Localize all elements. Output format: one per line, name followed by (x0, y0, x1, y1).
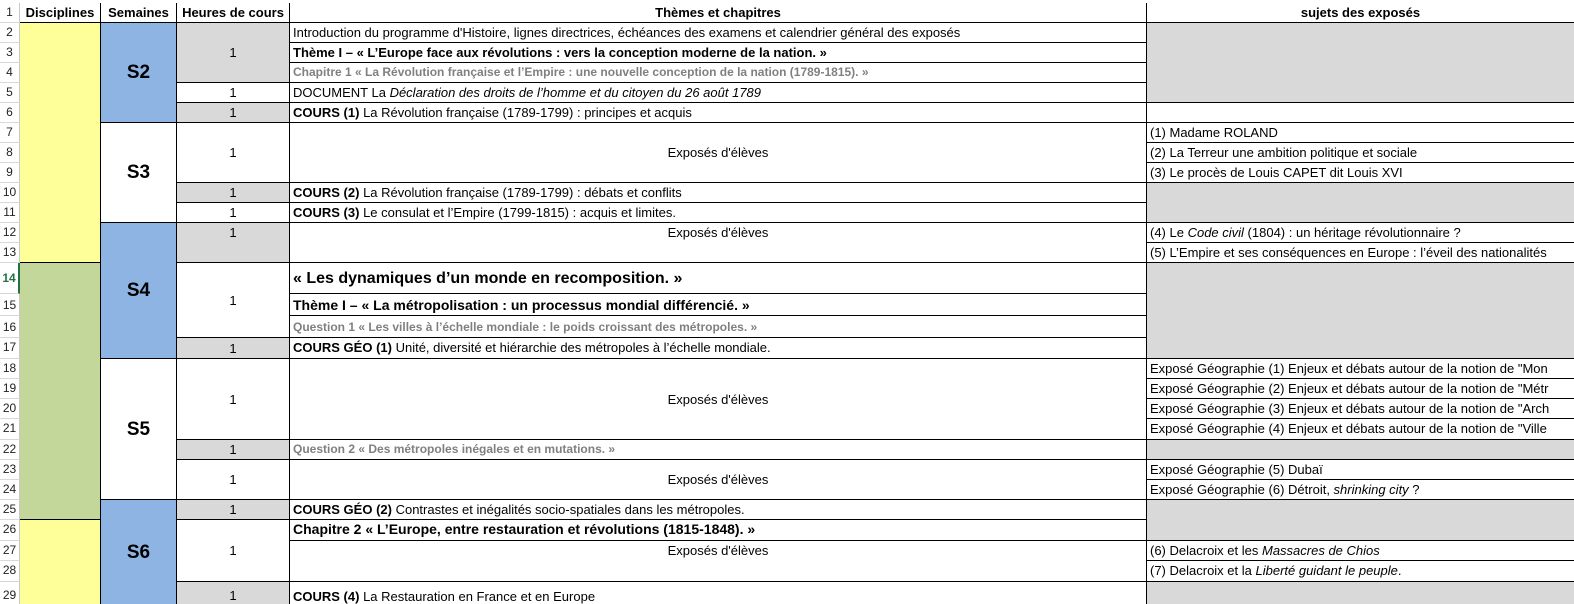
row-header-8[interactable]: 8 (0, 143, 20, 163)
subject-cell[interactable]: (3) Le procès de Louis CAPET dit Louis XVI (1147, 163, 1574, 183)
theme-cell-document[interactable] (290, 83, 1147, 103)
subject-cell-empty[interactable] (1147, 263, 1574, 359)
hours-cell[interactable]: 1 (177, 263, 290, 338)
row-header-2[interactable]: 2 (0, 23, 20, 43)
subject-text: ? (1408, 482, 1420, 497)
header-semaines[interactable]: Semaines (101, 3, 177, 23)
hours-cell[interactable]: 1 (177, 103, 290, 123)
subject-cell-empty[interactable] (1147, 500, 1574, 541)
subject-text: . (1397, 563, 1402, 578)
subject-cell[interactable]: (1) Madame ROLAND (1147, 123, 1574, 143)
theme-cell-chapitre1[interactable]: Chapitre 1 « La Révolution française et l’Empire : une nouvelle conception de la nation (1789-1815). » (290, 63, 1147, 83)
subject-text: (7) Delacroix et la (1150, 563, 1256, 578)
cours-label: COURS (3) (293, 205, 360, 220)
subject-cell[interactable]: Exposé Géographie (1) Enjeux et débats autour de la notion de "Mon (1147, 359, 1574, 379)
theme-cell-cours-geo2[interactable] (290, 500, 1147, 520)
cours-title: La Révolution française (1789-1799) : principes et acquis (359, 105, 692, 120)
header-heures[interactable]: Heures de cours (177, 3, 290, 23)
subject-cell[interactable]: Exposé Géographie (2) Enjeux et débats autour de la notion de "Métr (1147, 379, 1574, 399)
cours-title: La Révolution française (1789-1799) : débats et conflits (359, 185, 682, 200)
discipline-geographie-block[interactable] (20, 263, 101, 520)
cours-label: COURS GÉO (1) (293, 340, 392, 355)
row-header-6[interactable]: 6 (0, 103, 20, 123)
subject-text: (4) Le (1150, 225, 1188, 240)
row-header-1[interactable]: 1 (0, 3, 20, 23)
theme-cell-question1[interactable]: Question 1 « Les villes à l’échelle mondiale : le poids croissant des métropoles. » (290, 316, 1147, 338)
row-header-21[interactable]: 21 (0, 419, 20, 440)
row-header-28[interactable]: 28 (0, 561, 20, 582)
row-header-13[interactable]: 13 (0, 243, 20, 263)
theme-cell-geo-title[interactable]: « Les dynamiques d’un monde en recomposition. » (290, 263, 1147, 294)
row-header-26[interactable]: 26 (0, 520, 20, 541)
theme-cell-exposes[interactable]: Exposés d'élèves (290, 460, 1147, 500)
cours-label: COURS (2) (293, 185, 360, 200)
row-header-23[interactable]: 23 (0, 460, 20, 480)
header-sujets[interactable]: sujets des exposés (1147, 3, 1574, 23)
subject-cell[interactable]: Exposé Géographie (5) Dubaï (1147, 460, 1574, 480)
subject-cell[interactable] (1147, 480, 1574, 500)
discipline-histoire-block[interactable] (20, 23, 101, 263)
hours-cell[interactable]: 1 (177, 440, 290, 460)
cours-title: La Restauration en France et en Europe (359, 589, 596, 604)
cours-label: COURS (4) (293, 589, 360, 604)
subject-text: (6) Delacroix et les (1150, 543, 1262, 558)
theme-cell-geo-theme1[interactable]: Thème I – « La métropolisation : un processus mondial différencié. » (290, 294, 1147, 316)
row-header-9[interactable]: 9 (0, 163, 20, 183)
theme-cell-theme1[interactable]: Thème I – « L’Europe face aux révolutions : vers la conception moderne de la nation. » (290, 43, 1147, 63)
theme-cell-exposes[interactable]: Exposés d'élèves (290, 359, 1147, 440)
theme-cell-cours2[interactable] (290, 183, 1147, 203)
row-header-19[interactable]: 19 (0, 379, 20, 399)
hours-cell[interactable]: 1 (177, 123, 290, 183)
subject-cell-empty[interactable] (1147, 103, 1574, 123)
document-label: DOCUMENT La (293, 85, 390, 100)
subject-italic: shrinking city (1333, 482, 1409, 497)
week-s3[interactable]: S3 (101, 123, 177, 223)
hours-cell[interactable]: 1 (177, 203, 290, 223)
subject-cell-empty[interactable] (1147, 440, 1574, 460)
row-header-25[interactable]: 25 (0, 500, 20, 520)
cours-title: Contrastes et inégalités socio-spatiales dans les métropoles. (391, 502, 745, 517)
hours-cell[interactable]: 1 (177, 83, 290, 103)
hours-cell[interactable]: 1 (177, 520, 290, 582)
subject-italic: Massacres de Chios (1261, 543, 1380, 558)
subject-text: (1804) : un héritage révolutionnaire ? (1243, 225, 1461, 240)
cours-title: Le consulat et l’Empire (1799-1815) : acquis et limites. (359, 205, 676, 220)
document-title: Déclaration des droits de l’homme et du citoyen du 26 août 1789 (389, 85, 762, 100)
week-s6[interactable]: S6 (101, 500, 177, 604)
cours-label: COURS (1) (293, 105, 360, 120)
row-header-3[interactable]: 3 (0, 43, 20, 63)
row-header-20[interactable]: 20 (0, 399, 20, 419)
header-disciplines[interactable]: Disciplines (20, 3, 101, 23)
subject-cell[interactable] (1147, 561, 1574, 582)
theme-cell-chapitre2[interactable]: Chapitre 2 « L’Europe, entre restauration et révolutions (1815-1848). » (290, 520, 1147, 541)
row-header-4[interactable]: 4 (0, 63, 20, 83)
theme-cell-exposes[interactable]: Exposés d'élèves (290, 541, 1147, 582)
row-header-7[interactable]: 7 (0, 123, 20, 143)
hours-cell[interactable]: 1 (177, 460, 290, 500)
theme-cell-intro[interactable]: Introduction du programme d'Histoire, lignes directrices, échéances des examens et calendrier général des exposés (290, 23, 1147, 43)
subject-cell[interactable]: (2) La Terreur une ambition politique et sociale (1147, 143, 1574, 163)
row-header-29[interactable]: 29 (0, 582, 20, 604)
header-themes[interactable]: Thèmes et chapitres (290, 3, 1147, 23)
theme-cell-cours3[interactable] (290, 203, 1147, 223)
row-header-22[interactable]: 22 (0, 440, 20, 460)
row-header-10[interactable]: 10 (0, 183, 20, 203)
subject-cell[interactable]: Exposé Géographie (4) Enjeux et débats autour de la notion de "Ville (1147, 419, 1574, 440)
cours-label: COURS GÉO (2) (293, 502, 392, 517)
week-s5[interactable]: S5 (101, 359, 177, 500)
hours-cell[interactable]: 1 (177, 183, 290, 203)
subject-italic: Liberté guidant le peuple (1255, 563, 1398, 578)
row-header-11[interactable]: 11 (0, 203, 20, 223)
week-s2[interactable]: S2 (101, 23, 177, 123)
subject-cell-empty[interactable] (1147, 183, 1574, 223)
row-header-17[interactable]: 17 (0, 338, 20, 359)
hours-cell[interactable]: 1 (177, 23, 290, 83)
subject-text: Exposé Géographie (6) Détroit, (1150, 482, 1334, 497)
cours-title: Unité, diversité et hiérarchie des métropoles à l’échelle mondiale. (391, 340, 771, 355)
subject-cell[interactable]: (5) L’Empire et ses conséquences en Europe : l’éveil des nationalités (1147, 243, 1574, 263)
row-header-16[interactable]: 16 (0, 316, 20, 338)
row-header-14[interactable]: 14 (0, 263, 20, 294)
hours-cell[interactable]: 1 (177, 359, 290, 440)
row-header-12[interactable]: 12 (0, 223, 20, 243)
subject-cell[interactable] (1147, 541, 1574, 561)
theme-cell-exposes[interactable]: Exposés d'élèves (290, 123, 1147, 183)
row-header-24[interactable]: 24 (0, 480, 20, 500)
subject-italic: Code civil (1187, 225, 1244, 240)
hours-cell[interactable]: 1 (177, 500, 290, 520)
subject-cell[interactable]: Exposé Géographie (3) Enjeux et débats autour de la notion de "Arch (1147, 399, 1574, 419)
discipline-histoire-block-2[interactable] (20, 520, 101, 604)
theme-cell-cours4[interactable] (290, 582, 1147, 604)
row-header-27[interactable]: 27 (0, 541, 20, 561)
subject-cell[interactable] (1147, 223, 1574, 243)
theme-cell-question2[interactable]: Question 2 « Des métropoles inégales et en mutations. » (290, 440, 1147, 460)
subject-cell-empty[interactable] (1147, 23, 1574, 103)
row-header-18[interactable]: 18 (0, 359, 20, 379)
hours-cell[interactable]: 1 (177, 223, 290, 263)
hours-cell[interactable]: 1 (177, 582, 290, 604)
theme-cell-cours-geo1[interactable] (290, 338, 1147, 359)
week-s4[interactable]: S4 (101, 223, 177, 359)
subject-cell-empty[interactable] (1147, 582, 1574, 604)
row-header-15[interactable]: 15 (0, 294, 20, 316)
row-header-5[interactable]: 5 (0, 83, 20, 103)
theme-cell-exposes[interactable]: Exposés d'élèves (290, 223, 1147, 263)
theme-cell-cours1[interactable] (290, 103, 1147, 123)
hours-cell[interactable]: 1 (177, 338, 290, 359)
